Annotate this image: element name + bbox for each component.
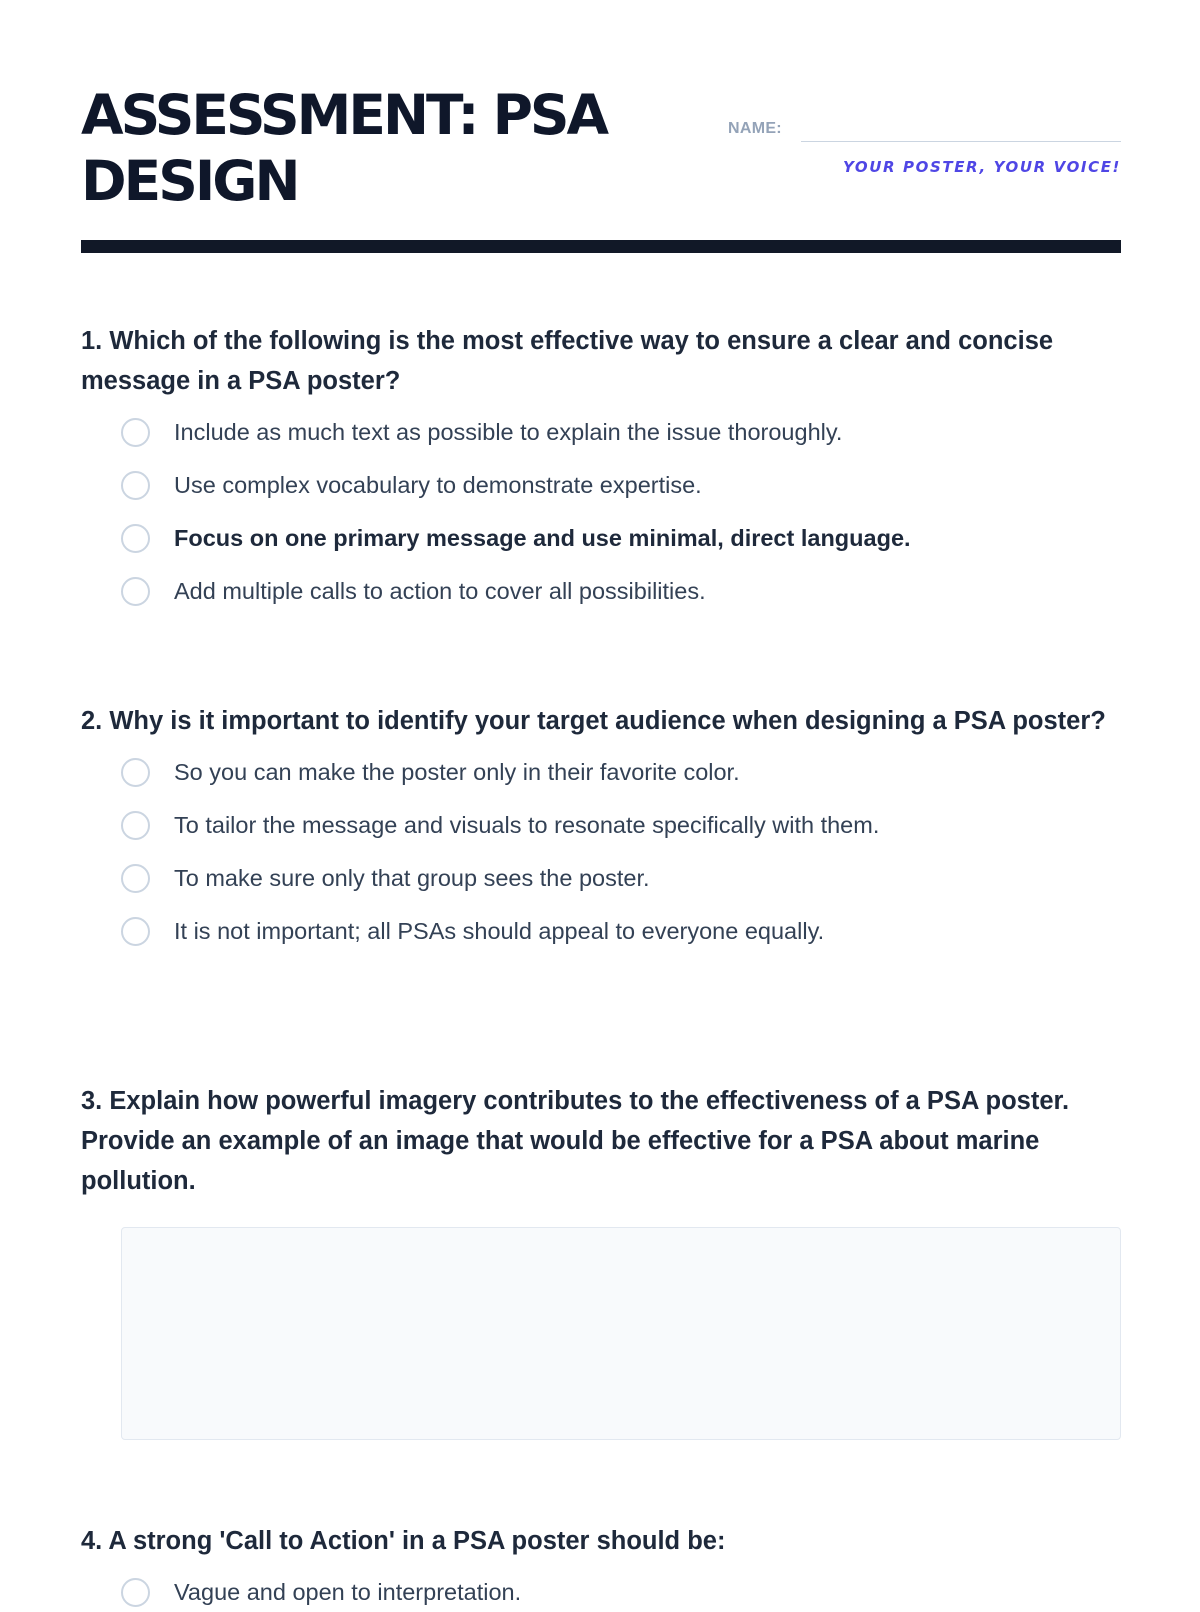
option-label: Use complex vocabulary to demonstrate expertise. (174, 471, 702, 498)
name-input-line[interactable] (801, 141, 1121, 142)
radio-button[interactable] (121, 864, 150, 893)
option-label: It is not important; all PSAs should appeal to everyone equally. (174, 917, 825, 944)
assessment-page (81, 0, 1121, 1605)
radio-button[interactable] (121, 524, 150, 553)
question-3 (81, 1081, 1121, 1201)
answer-textarea[interactable] (121, 1227, 1121, 1440)
answer-option[interactable] (121, 752, 740, 792)
radio-button[interactable] (121, 471, 150, 500)
answer-option[interactable] (121, 571, 706, 611)
page-title: ASSESSMENT: PSA DESIGN (81, 83, 607, 213)
tagline: YOUR POSTER, YOUR VOICE! (842, 158, 1121, 176)
answer-option[interactable] (121, 465, 702, 505)
question-text: 4. A strong 'Call to Action' in a PSA poster should be: (81, 1527, 726, 1555)
radio-button[interactable] (121, 758, 150, 787)
question-1 (81, 321, 1121, 604)
question-text: 2. Why is it important to identify your target audience when designing a PSA poster? (81, 707, 1106, 735)
name-field-row (728, 112, 1121, 144)
option-label: Focus on one primary message and use minimal, direct language. (174, 524, 911, 551)
name-label: NAME: (728, 120, 782, 137)
option-label: To make sure only that group sees the poster. (174, 864, 650, 891)
option-label: Add multiple calls to action to cover all possibilities. (174, 577, 706, 604)
answer-option[interactable] (121, 858, 650, 898)
radio-button[interactable] (121, 577, 150, 606)
answer-option[interactable] (121, 805, 879, 845)
radio-button[interactable] (121, 1578, 150, 1607)
answer-option[interactable] (121, 1572, 521, 1612)
header (81, 0, 1121, 253)
option-label: To tailor the message and visuals to resonate specifically with them. (174, 811, 880, 838)
header-divider (81, 240, 1121, 253)
question-text: 3. Explain how powerful imagery contributes to the effectiveness of a PSA poster. Provide an example of an image that would be effective for a PSA about marine pollution. (81, 1087, 1070, 1195)
option-label: Vague and open to interpretation. (174, 1578, 522, 1605)
option-label: Include as much text as possible to explain the issue thoroughly. (174, 418, 843, 445)
radio-button[interactable] (121, 917, 150, 946)
option-label: So you can make the poster only in their favorite color. (174, 758, 740, 785)
answer-option[interactable] (121, 518, 911, 558)
radio-button[interactable] (121, 811, 150, 840)
question-text: 1. Which of the following is the most effective way to ensure a clear and concise message in a PSA poster? (81, 327, 1054, 395)
question-4 (81, 1521, 1121, 1605)
answer-option[interactable] (121, 911, 824, 951)
question-2 (81, 701, 1121, 944)
answer-option[interactable] (121, 412, 842, 452)
radio-button[interactable] (121, 418, 150, 447)
